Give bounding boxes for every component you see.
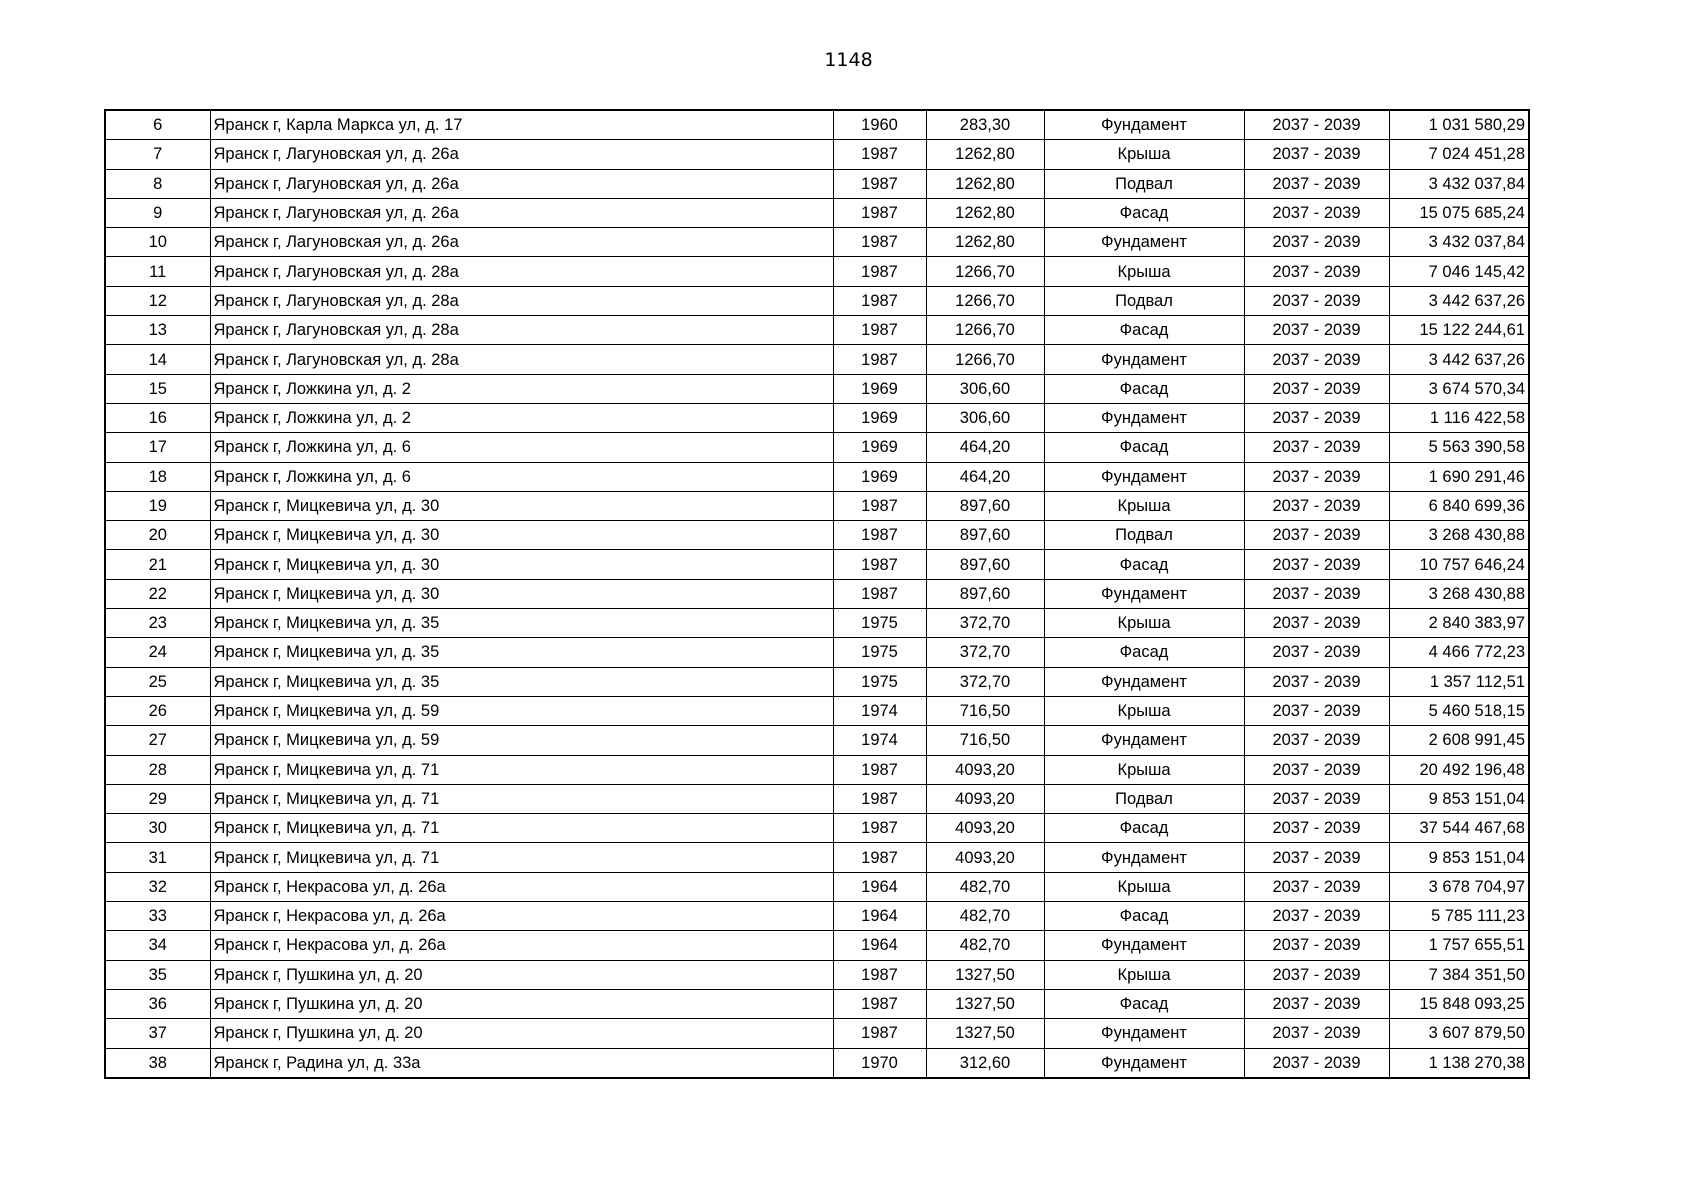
table-body	[105, 110, 1529, 1078]
address-cell: Яранск г, Ложкина ул, д. 6	[210, 462, 833, 491]
build-year-cell: 1987	[833, 286, 926, 315]
build-year-cell: 1987	[833, 345, 926, 374]
address-cell: Яранск г, Ложкина ул, д. 6	[210, 433, 833, 462]
cost-cell: 1 116 422,58	[1389, 403, 1529, 432]
build-year-cell: 1987	[833, 521, 926, 550]
area-cell: 4093,20	[926, 843, 1044, 872]
period-cell: 2037 - 2039	[1244, 667, 1389, 696]
row-number-cell: 26	[105, 696, 210, 725]
work-type-cell: Фундамент	[1044, 667, 1244, 696]
address-cell: Яранск г, Лагуновская ул, д. 26а	[210, 169, 833, 198]
table-row	[105, 843, 1529, 872]
work-type-cell: Фундамент	[1044, 345, 1244, 374]
build-year-cell: 1975	[833, 667, 926, 696]
row-number-cell: 32	[105, 872, 210, 901]
table-row	[105, 755, 1529, 784]
work-type-cell: Фундамент	[1044, 1048, 1244, 1078]
address-cell: Яранск г, Мицкевича ул, д. 71	[210, 843, 833, 872]
period-cell: 2037 - 2039	[1244, 696, 1389, 725]
row-number-cell: 10	[105, 228, 210, 257]
cost-cell: 7 384 351,50	[1389, 960, 1529, 989]
period-cell: 2037 - 2039	[1244, 609, 1389, 638]
cost-cell: 6 840 699,36	[1389, 491, 1529, 520]
table-row	[105, 257, 1529, 286]
address-cell: Яранск г, Лагуновская ул, д. 26а	[210, 228, 833, 257]
period-cell: 2037 - 2039	[1244, 316, 1389, 345]
build-year-cell: 1969	[833, 462, 926, 491]
area-cell: 1327,50	[926, 1019, 1044, 1048]
period-cell: 2037 - 2039	[1244, 550, 1389, 579]
build-year-cell: 1987	[833, 989, 926, 1018]
work-type-cell: Подвал	[1044, 784, 1244, 813]
build-year-cell: 1987	[833, 550, 926, 579]
build-year-cell: 1987	[833, 169, 926, 198]
row-number-cell: 9	[105, 198, 210, 227]
build-year-cell: 1987	[833, 784, 926, 813]
area-cell: 897,60	[926, 579, 1044, 608]
cost-cell: 15 848 093,25	[1389, 989, 1529, 1018]
table-row	[105, 1019, 1529, 1048]
row-number-cell: 7	[105, 140, 210, 169]
work-type-cell: Крыша	[1044, 755, 1244, 784]
work-type-cell: Крыша	[1044, 696, 1244, 725]
table-row	[105, 1048, 1529, 1078]
work-type-cell: Фасад	[1044, 374, 1244, 403]
area-cell: 4093,20	[926, 784, 1044, 813]
row-number-cell: 29	[105, 784, 210, 813]
table-row	[105, 872, 1529, 901]
build-year-cell: 1969	[833, 403, 926, 432]
period-cell: 2037 - 2039	[1244, 491, 1389, 520]
period-cell: 2037 - 2039	[1244, 345, 1389, 374]
build-year-cell: 1987	[833, 843, 926, 872]
cost-cell: 7 024 451,28	[1389, 140, 1529, 169]
area-cell: 482,70	[926, 902, 1044, 931]
area-cell: 1266,70	[926, 316, 1044, 345]
row-number-cell: 18	[105, 462, 210, 491]
period-cell: 2037 - 2039	[1244, 462, 1389, 491]
period-cell: 2037 - 2039	[1244, 814, 1389, 843]
period-cell: 2037 - 2039	[1244, 579, 1389, 608]
work-type-cell: Фасад	[1044, 989, 1244, 1018]
cost-cell: 15 122 244,61	[1389, 316, 1529, 345]
row-number-cell: 28	[105, 755, 210, 784]
cost-cell: 37 544 467,68	[1389, 814, 1529, 843]
cost-cell: 5 460 518,15	[1389, 696, 1529, 725]
cost-cell: 1 031 580,29	[1389, 110, 1529, 140]
period-cell: 2037 - 2039	[1244, 726, 1389, 755]
row-number-cell: 16	[105, 403, 210, 432]
area-cell: 897,60	[926, 491, 1044, 520]
address-cell: Яранск г, Лагуновская ул, д. 28а	[210, 286, 833, 315]
period-cell: 2037 - 2039	[1244, 110, 1389, 140]
row-number-cell: 11	[105, 257, 210, 286]
address-cell: Яранск г, Мицкевича ул, д. 59	[210, 726, 833, 755]
area-cell: 1262,80	[926, 198, 1044, 227]
build-year-cell: 1987	[833, 579, 926, 608]
cost-cell: 3 607 879,50	[1389, 1019, 1529, 1048]
cost-cell: 15 075 685,24	[1389, 198, 1529, 227]
table-row	[105, 316, 1529, 345]
address-cell: Яранск г, Некрасова ул, д. 26а	[210, 931, 833, 960]
work-type-cell: Фундамент	[1044, 462, 1244, 491]
table-row	[105, 550, 1529, 579]
build-year-cell: 1987	[833, 960, 926, 989]
address-cell: Яранск г, Карла Маркса ул, д. 17	[210, 110, 833, 140]
address-cell: Яранск г, Радина ул, д. 33а	[210, 1048, 833, 1078]
work-type-cell: Крыша	[1044, 257, 1244, 286]
table-row	[105, 462, 1529, 491]
period-cell: 2037 - 2039	[1244, 403, 1389, 432]
table-row	[105, 228, 1529, 257]
table-row	[105, 491, 1529, 520]
table-row	[105, 198, 1529, 227]
repair-schedule-table	[104, 109, 1530, 1079]
table-row	[105, 814, 1529, 843]
address-cell: Яранск г, Мицкевича ул, д. 30	[210, 550, 833, 579]
address-cell: Яранск г, Мицкевича ул, д. 30	[210, 521, 833, 550]
build-year-cell: 1964	[833, 931, 926, 960]
table-row	[105, 696, 1529, 725]
work-type-cell: Подвал	[1044, 521, 1244, 550]
cost-cell: 9 853 151,04	[1389, 843, 1529, 872]
work-type-cell: Крыша	[1044, 872, 1244, 901]
work-type-cell: Крыша	[1044, 609, 1244, 638]
period-cell: 2037 - 2039	[1244, 784, 1389, 813]
address-cell: Яранск г, Лагуновская ул, д. 28а	[210, 316, 833, 345]
build-year-cell: 1987	[833, 257, 926, 286]
row-number-cell: 6	[105, 110, 210, 140]
address-cell: Яранск г, Мицкевича ул, д. 35	[210, 667, 833, 696]
build-year-cell: 1975	[833, 638, 926, 667]
row-number-cell: 37	[105, 1019, 210, 1048]
area-cell: 372,70	[926, 609, 1044, 638]
table-row	[105, 521, 1529, 550]
area-cell: 283,30	[926, 110, 1044, 140]
cost-cell: 3 432 037,84	[1389, 228, 1529, 257]
work-type-cell: Фасад	[1044, 638, 1244, 667]
address-cell: Яранск г, Лагуновская ул, д. 26а	[210, 140, 833, 169]
work-type-cell: Фасад	[1044, 316, 1244, 345]
work-type-cell: Подвал	[1044, 286, 1244, 315]
row-number-cell: 8	[105, 169, 210, 198]
row-number-cell: 13	[105, 316, 210, 345]
period-cell: 2037 - 2039	[1244, 198, 1389, 227]
cost-cell: 1 357 112,51	[1389, 667, 1529, 696]
row-number-cell: 23	[105, 609, 210, 638]
row-number-cell: 36	[105, 989, 210, 1018]
row-number-cell: 35	[105, 960, 210, 989]
period-cell: 2037 - 2039	[1244, 228, 1389, 257]
build-year-cell: 1970	[833, 1048, 926, 1078]
period-cell: 2037 - 2039	[1244, 286, 1389, 315]
period-cell: 2037 - 2039	[1244, 872, 1389, 901]
build-year-cell: 1964	[833, 902, 926, 931]
work-type-cell: Подвал	[1044, 169, 1244, 198]
row-number-cell: 12	[105, 286, 210, 315]
row-number-cell: 25	[105, 667, 210, 696]
work-type-cell: Крыша	[1044, 140, 1244, 169]
row-number-cell: 30	[105, 814, 210, 843]
address-cell: Яранск г, Некрасова ул, д. 26а	[210, 872, 833, 901]
work-type-cell: Крыша	[1044, 491, 1244, 520]
cost-cell: 2 840 383,97	[1389, 609, 1529, 638]
area-cell: 306,60	[926, 403, 1044, 432]
cost-cell: 9 853 151,04	[1389, 784, 1529, 813]
address-cell: Яранск г, Мицкевича ул, д. 71	[210, 814, 833, 843]
work-type-cell: Фасад	[1044, 433, 1244, 462]
row-number-cell: 15	[105, 374, 210, 403]
area-cell: 897,60	[926, 521, 1044, 550]
area-cell: 1266,70	[926, 345, 1044, 374]
area-cell: 1327,50	[926, 989, 1044, 1018]
cost-cell: 5 563 390,58	[1389, 433, 1529, 462]
table-row	[105, 960, 1529, 989]
address-cell: Яранск г, Мицкевича ул, д. 71	[210, 755, 833, 784]
cost-cell: 20 492 196,48	[1389, 755, 1529, 784]
page-number: 1148	[824, 49, 873, 71]
area-cell: 1262,80	[926, 169, 1044, 198]
period-cell: 2037 - 2039	[1244, 433, 1389, 462]
build-year-cell: 1964	[833, 872, 926, 901]
area-cell: 1266,70	[926, 286, 1044, 315]
row-number-cell: 14	[105, 345, 210, 374]
work-type-cell: Фундамент	[1044, 843, 1244, 872]
row-number-cell: 22	[105, 579, 210, 608]
area-cell: 716,50	[926, 726, 1044, 755]
area-cell: 4093,20	[926, 814, 1044, 843]
work-type-cell: Фундамент	[1044, 403, 1244, 432]
address-cell: Яранск г, Пушкина ул, д. 20	[210, 1019, 833, 1048]
table-row	[105, 345, 1529, 374]
area-cell: 464,20	[926, 433, 1044, 462]
build-year-cell: 1969	[833, 433, 926, 462]
area-cell: 464,20	[926, 462, 1044, 491]
work-type-cell: Фасад	[1044, 550, 1244, 579]
period-cell: 2037 - 2039	[1244, 257, 1389, 286]
work-type-cell: Фасад	[1044, 902, 1244, 931]
cost-cell: 3 674 570,34	[1389, 374, 1529, 403]
table-row	[105, 433, 1529, 462]
period-cell: 2037 - 2039	[1244, 521, 1389, 550]
work-type-cell: Крыша	[1044, 960, 1244, 989]
work-type-cell: Фундамент	[1044, 931, 1244, 960]
period-cell: 2037 - 2039	[1244, 638, 1389, 667]
address-cell: Яранск г, Пушкина ул, д. 20	[210, 989, 833, 1018]
table-row	[105, 726, 1529, 755]
cost-cell: 3 442 637,26	[1389, 286, 1529, 315]
table-row	[105, 579, 1529, 608]
row-number-cell: 33	[105, 902, 210, 931]
area-cell: 1327,50	[926, 960, 1044, 989]
period-cell: 2037 - 2039	[1244, 960, 1389, 989]
area-cell: 1262,80	[926, 140, 1044, 169]
row-number-cell: 24	[105, 638, 210, 667]
build-year-cell: 1987	[833, 1019, 926, 1048]
work-type-cell: Фундамент	[1044, 228, 1244, 257]
table-row	[105, 667, 1529, 696]
build-year-cell: 1987	[833, 140, 926, 169]
build-year-cell: 1987	[833, 755, 926, 784]
area-cell: 482,70	[926, 872, 1044, 901]
address-cell: Яранск г, Мицкевича ул, д. 30	[210, 491, 833, 520]
table-row	[105, 140, 1529, 169]
area-cell: 4093,20	[926, 755, 1044, 784]
period-cell: 2037 - 2039	[1244, 989, 1389, 1018]
address-cell: Яранск г, Пушкина ул, д. 20	[210, 960, 833, 989]
work-type-cell: Фундамент	[1044, 110, 1244, 140]
work-type-cell: Фасад	[1044, 198, 1244, 227]
area-cell: 716,50	[926, 696, 1044, 725]
address-cell: Яранск г, Некрасова ул, д. 26а	[210, 902, 833, 931]
address-cell: Яранск г, Лагуновская ул, д. 28а	[210, 257, 833, 286]
cost-cell: 4 466 772,23	[1389, 638, 1529, 667]
row-number-cell: 19	[105, 491, 210, 520]
table-row	[105, 374, 1529, 403]
cost-cell: 3 268 430,88	[1389, 579, 1529, 608]
build-year-cell: 1987	[833, 491, 926, 520]
period-cell: 2037 - 2039	[1244, 931, 1389, 960]
build-year-cell: 1987	[833, 198, 926, 227]
row-number-cell: 27	[105, 726, 210, 755]
row-number-cell: 20	[105, 521, 210, 550]
table-row	[105, 989, 1529, 1018]
cost-cell: 2 608 991,45	[1389, 726, 1529, 755]
address-cell: Яранск г, Мицкевича ул, д. 35	[210, 638, 833, 667]
table-row	[105, 609, 1529, 638]
build-year-cell: 1987	[833, 228, 926, 257]
cost-cell: 3 678 704,97	[1389, 872, 1529, 901]
cost-cell: 1 757 655,51	[1389, 931, 1529, 960]
address-cell: Яранск г, Ложкина ул, д. 2	[210, 374, 833, 403]
table-row	[105, 286, 1529, 315]
cost-cell: 3 432 037,84	[1389, 169, 1529, 198]
cost-cell: 3 268 430,88	[1389, 521, 1529, 550]
work-type-cell: Фундамент	[1044, 579, 1244, 608]
row-number-cell: 17	[105, 433, 210, 462]
cost-cell: 1 690 291,46	[1389, 462, 1529, 491]
period-cell: 2037 - 2039	[1244, 374, 1389, 403]
build-year-cell: 1969	[833, 374, 926, 403]
cost-cell: 10 757 646,24	[1389, 550, 1529, 579]
period-cell: 2037 - 2039	[1244, 843, 1389, 872]
cost-cell: 5 785 111,23	[1389, 902, 1529, 931]
period-cell: 2037 - 2039	[1244, 169, 1389, 198]
address-cell: Яранск г, Мицкевича ул, д. 71	[210, 784, 833, 813]
row-number-cell: 31	[105, 843, 210, 872]
work-type-cell: Фасад	[1044, 814, 1244, 843]
period-cell: 2037 - 2039	[1244, 1019, 1389, 1048]
table-row	[105, 931, 1529, 960]
period-cell: 2037 - 2039	[1244, 755, 1389, 784]
area-cell: 482,70	[926, 931, 1044, 960]
area-cell: 372,70	[926, 638, 1044, 667]
area-cell: 372,70	[926, 667, 1044, 696]
area-cell: 1262,80	[926, 228, 1044, 257]
table-row	[105, 403, 1529, 432]
period-cell: 2037 - 2039	[1244, 140, 1389, 169]
address-cell: Яранск г, Мицкевича ул, д. 35	[210, 609, 833, 638]
period-cell: 2037 - 2039	[1244, 1048, 1389, 1078]
table-row	[105, 169, 1529, 198]
address-cell: Яранск г, Мицкевича ул, д. 30	[210, 579, 833, 608]
build-year-cell: 1975	[833, 609, 926, 638]
address-cell: Яранск г, Лагуновская ул, д. 26а	[210, 198, 833, 227]
cost-cell: 7 046 145,42	[1389, 257, 1529, 286]
work-type-cell: Фундамент	[1044, 1019, 1244, 1048]
cost-cell: 3 442 637,26	[1389, 345, 1529, 374]
address-cell: Яранск г, Мицкевича ул, д. 59	[210, 696, 833, 725]
area-cell: 312,60	[926, 1048, 1044, 1078]
table-row	[105, 638, 1529, 667]
build-year-cell: 1974	[833, 696, 926, 725]
area-cell: 1266,70	[926, 257, 1044, 286]
row-number-cell: 34	[105, 931, 210, 960]
cost-cell: 1 138 270,38	[1389, 1048, 1529, 1078]
build-year-cell: 1974	[833, 726, 926, 755]
period-cell: 2037 - 2039	[1244, 902, 1389, 931]
table-row	[105, 110, 1529, 140]
row-number-cell: 38	[105, 1048, 210, 1078]
build-year-cell: 1960	[833, 110, 926, 140]
address-cell: Яранск г, Лагуновская ул, д. 28а	[210, 345, 833, 374]
build-year-cell: 1987	[833, 814, 926, 843]
area-cell: 306,60	[926, 374, 1044, 403]
row-number-cell: 21	[105, 550, 210, 579]
table-row	[105, 784, 1529, 813]
address-cell: Яранск г, Ложкина ул, д. 2	[210, 403, 833, 432]
build-year-cell: 1987	[833, 316, 926, 345]
table-row	[105, 902, 1529, 931]
work-type-cell: Фундамент	[1044, 726, 1244, 755]
area-cell: 897,60	[926, 550, 1044, 579]
